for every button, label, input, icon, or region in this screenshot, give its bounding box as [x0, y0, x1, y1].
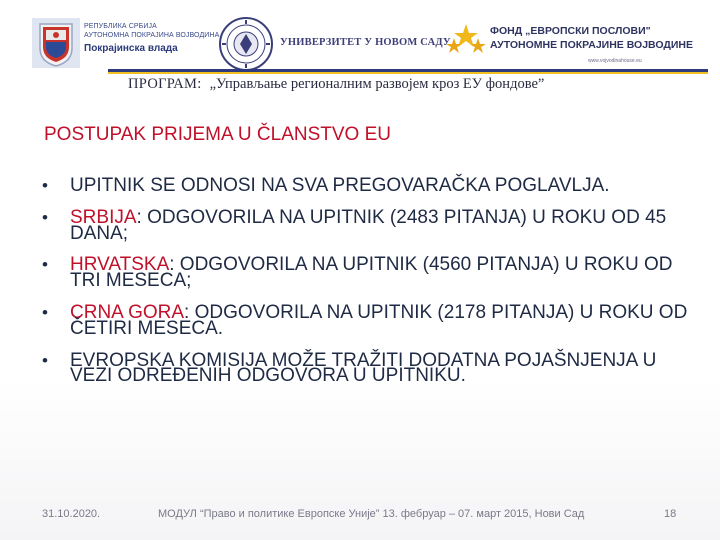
bullet-text: : ODGOVORILA NA UPITNIK (2483 PITANJA) U ROKU OD 45 DANA;: [70, 206, 667, 244]
bullet-text: : ODGOVORILA NA UPITNIK (2178 PITANJA) U ROKU OD ČETIRI MESECA.: [70, 301, 688, 339]
header-divider-gold: [108, 72, 708, 74]
fund-line-2: АУТОНОМНЕ ПОКРАЈИНЕ ВОЈВОДИНЕ: [490, 39, 694, 51]
bullet-dot-icon: •: [42, 302, 48, 322]
bullet-dot-icon: •: [42, 350, 48, 370]
bullet-list: [42, 175, 702, 400]
page-number: 18: [664, 508, 677, 520]
footer-date: 31.10.2020.: [42, 508, 101, 520]
bullet-text: : ODGOVORILA NA UPITNIK (4560 PITANJA) U ROKU OD TRI MESECA;: [70, 254, 673, 292]
bullet-text: EVROPSKA KOMISIJA MOŽE TRAŽITI DODATNA POJAŠNJENJA U VEZI ODREĐENIH ODGOVORA U UPITNIKU.: [70, 349, 657, 387]
bullet-item: [42, 349, 702, 387]
serbia-line-3: Покрајинска влада: [84, 43, 178, 54]
bullet-highlight: CRNA GORA: [70, 301, 185, 323]
bullet-item: [42, 254, 702, 292]
bullet-highlight: HRVATSKA: [70, 254, 170, 276]
university-seal-icon: [216, 16, 276, 72]
bullet-item: [42, 301, 702, 339]
fund-text: [490, 24, 693, 52]
program-line: [128, 76, 544, 93]
bullet-dot-icon: •: [42, 255, 48, 275]
bullet-dot-icon: •: [42, 176, 48, 195]
program-label: ПРОГРАМ:: [128, 76, 202, 92]
serbia-line-2: АУТОНОМНА ПОКРАЈИНА ВОЈВОДИНА: [84, 32, 220, 39]
header: [0, 0, 720, 100]
bullet-dot-icon: •: [42, 207, 48, 227]
bullet-text: UPITNIK SE ODNOSI NA SVA PREGOVARAČKA POGLAVLJA.: [70, 175, 610, 196]
footer-module: МОДУЛ “Право и политике Европске Уније” 13. фебруар – 07. март 2015, Нови Сад: [158, 508, 585, 520]
serbia-line-1: РЕПУБЛИКА СРБИЈА: [84, 23, 157, 30]
bullet-highlight: SRBIJA: [70, 206, 137, 228]
fund-url: www.vojvodinahouse.eu: [588, 58, 642, 64]
bullet-item: [42, 175, 702, 196]
bullet-item: [42, 206, 702, 244]
footer: [0, 505, 720, 525]
serbia-government-text: [84, 22, 220, 56]
vojvodina-coat-of-arms-icon: [32, 18, 80, 68]
fund-line-1: ФОНД „ЕВРОПСКИ ПОСЛОВИ": [490, 25, 651, 37]
program-value: „Управљање регионалним развојем кроз ЕУ фондове”: [209, 76, 545, 92]
stars-logo-icon: [446, 22, 486, 56]
slide-title: POSTUPAK PRIJEMA U ČLANSTVO EU: [44, 124, 392, 145]
university-name: УНИВЕРЗИТЕТ У НОВОМ САДУ: [280, 37, 451, 48]
